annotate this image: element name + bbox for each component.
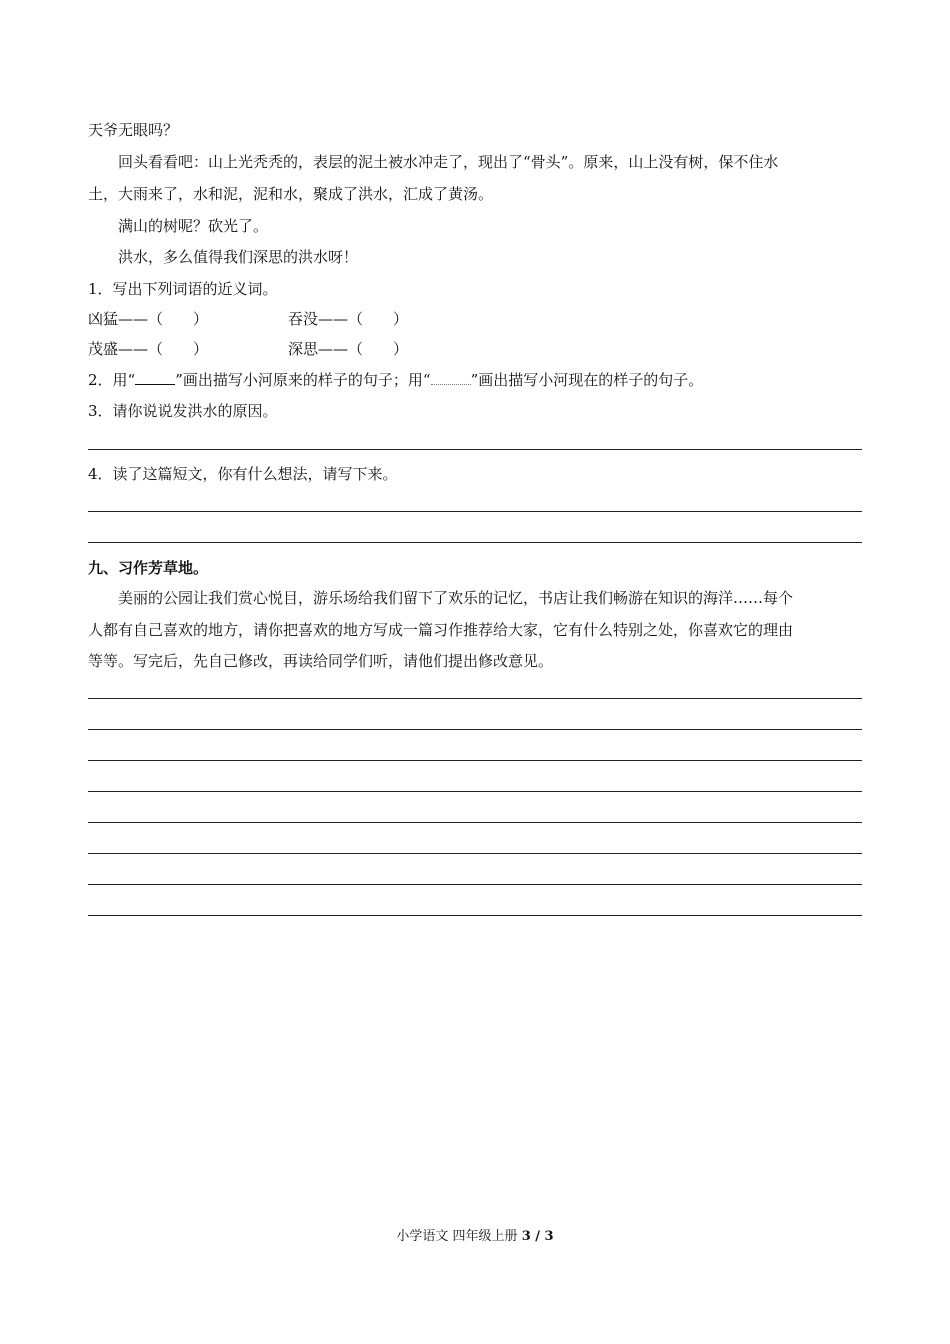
question-2-part2: ”画出描写小河原来的样子的句子；用“ bbox=[175, 371, 431, 389]
essay-line-5[interactable] bbox=[88, 822, 862, 823]
synonym-item-4: 深思——（ ） bbox=[288, 340, 409, 358]
question-2-part3: ”画出描写小河现在的样子的句子。 bbox=[470, 371, 704, 389]
essay-line-3[interactable] bbox=[88, 760, 862, 761]
passage-para2-line1: 回头看看吧：山上光秃秃的，表层的泥土被水冲走了，现出了“骨头”。原来，山上没有树，保不住水 bbox=[118, 153, 779, 171]
essay-line-8[interactable] bbox=[88, 915, 862, 916]
footer-label: 小学语文 四年级上册 bbox=[396, 1229, 522, 1244]
question-2 bbox=[88, 370, 703, 390]
passage-para3: 满山的树呢？砍光了。 bbox=[118, 217, 269, 235]
passage-para2-line2: 土，大雨来了，水和泥，泥和水，聚成了洪水，汇成了黄汤。 bbox=[88, 185, 494, 203]
question-4: 4．读了这篇短文，你有什么想法，请写下来。 bbox=[88, 465, 398, 483]
question-2-part1: 2．用“ bbox=[88, 371, 136, 389]
straight-line-symbol bbox=[135, 372, 175, 385]
passage-line-1: 天爷无眼吗？ bbox=[88, 121, 179, 139]
page-number: 3 / 3 bbox=[521, 1229, 554, 1244]
section-9-line-3: 等等。写完后，先自己修改，再读给同学们听，请他们提出修改意见。 bbox=[88, 652, 554, 670]
section-9-line-2: 人都有自己喜欢的地方，请你把喜欢的地方写成一篇习作推荐给大家，它有什么特别之处，你喜欢它的理由 bbox=[88, 621, 794, 639]
synonym-item-3: 茂盛——（ ） bbox=[88, 340, 209, 358]
synonym-item-1: 凶猛——（ ） bbox=[88, 310, 209, 328]
question-1: 1．写出下列词语的近义词。 bbox=[88, 280, 278, 298]
essay-line-6[interactable] bbox=[88, 853, 862, 854]
answer-line-q4-2[interactable] bbox=[88, 542, 862, 543]
question-3: 3．请你说说发洪水的原因。 bbox=[88, 402, 278, 420]
essay-line-1[interactable] bbox=[88, 698, 862, 699]
passage-para4: 洪水，多么值得我们深思的洪水呀！ bbox=[118, 248, 359, 266]
wavy-line-symbol bbox=[431, 372, 471, 385]
answer-line-q4-1[interactable] bbox=[88, 511, 862, 512]
section-9-line-1: 美丽的公园让我们赏心悦目，游乐场给我们留下了欢乐的记忆，书店让我们畅游在知识的海洋……每个 bbox=[118, 589, 794, 607]
essay-line-7[interactable] bbox=[88, 884, 862, 885]
synonym-item-2: 吞没——（ ） bbox=[288, 310, 409, 328]
essay-line-4[interactable] bbox=[88, 791, 862, 792]
page-footer bbox=[0, 1228, 950, 1246]
worksheet-page bbox=[88, 0, 862, 1344]
essay-line-2[interactable] bbox=[88, 729, 862, 730]
answer-line-q3[interactable] bbox=[88, 449, 862, 450]
section-9-title: 九、习作芳草地。 bbox=[88, 559, 209, 577]
